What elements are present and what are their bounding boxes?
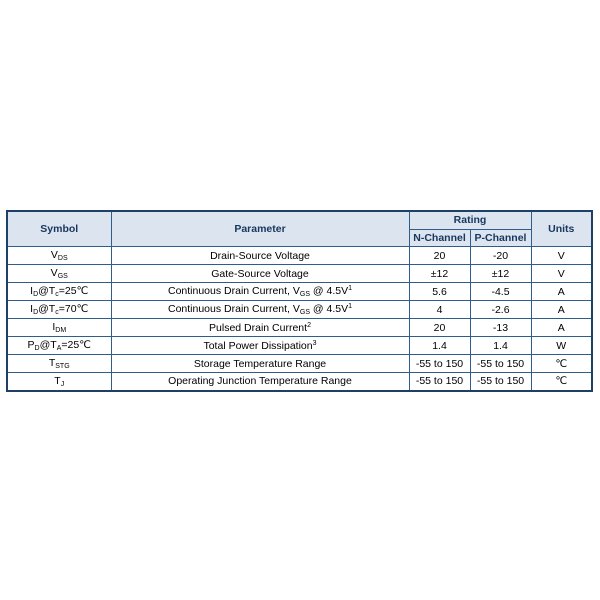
symbol-cell: $I_D@T_c=70℃$ — [7, 301, 111, 319]
n-channel-header: N-Channel — [409, 229, 470, 247]
parameter-cell: Continuous Drain Current, $V_{GS}$ @ $4.5V^1$ — [111, 283, 409, 301]
p-channel-cell: 1.4 — [470, 337, 531, 355]
symbol-header: Symbol — [7, 211, 111, 247]
unit-cell: ℃ — [531, 373, 592, 391]
symbol-cell: $V_{DS}$ — [7, 247, 111, 265]
parameter-cell: Operating Junction Temperature Range — [111, 373, 409, 391]
table-row — [7, 265, 592, 283]
table-row — [7, 337, 592, 355]
unit-cell: A — [531, 301, 592, 319]
p-channel-cell: -55 to 150 — [470, 373, 531, 391]
n-channel-cell: 5.6 — [409, 283, 470, 301]
p-channel-header: P-Channel — [470, 229, 531, 247]
table-row — [7, 373, 592, 391]
parameter-cell: Gate-Source Voltage — [111, 265, 409, 283]
table-row — [7, 355, 592, 373]
table-row — [7, 283, 592, 301]
p-channel-cell: -2.6 — [470, 301, 531, 319]
symbol-cell: $V_{GS}$ — [7, 265, 111, 283]
table-row — [7, 319, 592, 337]
n-channel-cell: 4 — [409, 301, 470, 319]
symbol-cell: $T_J$ — [7, 373, 111, 391]
table-body — [7, 247, 592, 391]
symbol-cell: $I_{DM}$ — [7, 319, 111, 337]
p-channel-cell: -20 — [470, 247, 531, 265]
unit-cell: A — [531, 283, 592, 301]
parameter-cell: Pulsed Drain Current$^2$ — [111, 319, 409, 337]
n-channel-cell: ±12 — [409, 265, 470, 283]
n-channel-cell: 20 — [409, 319, 470, 337]
unit-cell: V — [531, 247, 592, 265]
parameter-cell: Continuous Drain Current, $V_{GS}$ @ $4.5V^1$ — [111, 301, 409, 319]
parameter-cell: Drain-Source Voltage — [111, 247, 409, 265]
p-channel-cell: -55 to 150 — [470, 355, 531, 373]
parameter-cell: Total Power Dissipation$^3$ — [111, 337, 409, 355]
symbol-cell: $P_D@T_A=25℃$ — [7, 337, 111, 355]
rating-header: Rating — [409, 211, 531, 229]
unit-cell: W — [531, 337, 592, 355]
parameter-header: Parameter — [111, 211, 409, 247]
n-channel-cell: -55 to 150 — [409, 355, 470, 373]
unit-cell: A — [531, 319, 592, 337]
table-row — [7, 247, 592, 265]
symbol-cell: $T_{STG}$ — [7, 355, 111, 373]
table-header — [7, 211, 592, 247]
p-channel-cell: -13 — [470, 319, 531, 337]
table-row — [7, 301, 592, 319]
symbol-cell: $I_D@T_c=25℃$ — [7, 283, 111, 301]
p-channel-cell: -4.5 — [470, 283, 531, 301]
unit-cell: ℃ — [531, 355, 592, 373]
absolute-maximum-ratings-table — [6, 210, 593, 392]
units-header: Units — [531, 211, 592, 247]
unit-cell: V — [531, 265, 592, 283]
parameter-cell: Storage Temperature Range — [111, 355, 409, 373]
p-channel-cell: ±12 — [470, 265, 531, 283]
n-channel-cell: -55 to 150 — [409, 373, 470, 391]
n-channel-cell: 1.4 — [409, 337, 470, 355]
n-channel-cell: 20 — [409, 247, 470, 265]
